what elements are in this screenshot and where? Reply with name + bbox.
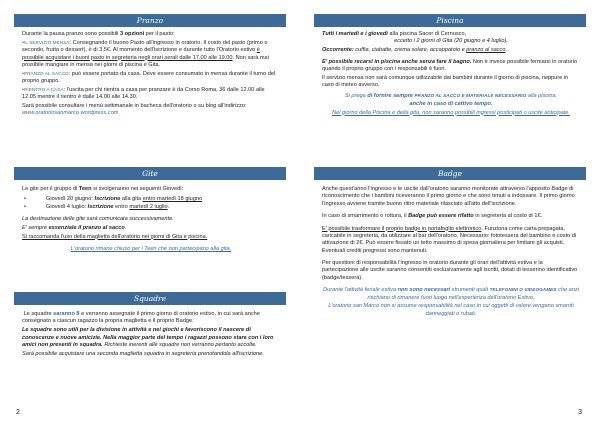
gite-header: [14, 167, 286, 180]
squadre-p2: Le squadre sono utili per la divisione in attività e nei giochi e favoriscono il nascere di conoscenze e nuove amicizie. Nella maggior parte del tempo i ragazzi possono stare con i loro amici non presenti in squadra. Richieste inerenti alle squadre non verranno pertanto accolte.: [22, 327, 274, 348]
pranzo-intro: Durante la pausa pranzo sono possibili 3 opzioni per il pasto:: [22, 31, 175, 37]
gite-pranzo: E' sempre essenziale il pranzo al sacco.: [22, 224, 127, 231]
piscina-note-3: Nel giorno della Piscina e della gita, non saranno possibili ingressi posticipati o uscite anticipate.: [332, 109, 570, 116]
squadre-section: [22, 311, 280, 359]
badge-p2: In caso di smarrimento o rottura, il Badge può essere rifatto in segreteria al costo di 1€.: [322, 213, 543, 220]
page-number-left: 2: [16, 408, 20, 416]
gite-section: [22, 186, 280, 255]
pranzo-option-sacco: •PRANZO AL SACCO: può essere portato da casa. Deve essere consumato in mensa durante il turno del proprio gruppo.: [22, 70, 276, 85]
squadre-p1: Le squadre saranno 8 e verranno assegnate il primo giorno di oratorio estivo, in cui sarà anche consegnato a ciascun ragazzo la propria maglietta e il proprio Badge.: [22, 311, 260, 325]
gita-item-1: • Giovedì 20 giugno: Iscrizione alla gita entro martedì 18 giugno: [22, 196, 280, 203]
piscina-p3: Il servizio mensa non sarà comunque utilizzabile dai bambini durante il giorno di piscina, neppure in caso di meteo avverso.: [322, 74, 569, 89]
piscina-section: [322, 31, 580, 118]
gita-item-2: • Giovedì 4 luglio: Iscrizione entro martedì 2 luglio.: [22, 204, 280, 211]
badge-title: Badge: [437, 168, 463, 178]
gite-intro: Le gite per il gruppo di Teen si svolgeranno nei seguenti Giovedì:: [22, 186, 184, 192]
badge-note-1: Durante l'attività feriale estiva non sono necessari strumenti quali TELEFONINI O VIDEOGAMES che anzi rischiano di rimanere fuori luogo nell'esperienza dell'oratorio Estivo.: [323, 287, 579, 301]
piscina-title: Piscina: [436, 15, 464, 25]
gite-chiuso: L'oratorio rimane chiuso per i Teen che non partecipano alla gita.: [70, 246, 232, 253]
page-number-right: 3: [578, 408, 582, 416]
piscina-note-1: Si prega di fornire sempre PRANZO AL SACCO E MATERIALE NECESSARIO alla piscina,: [344, 93, 558, 100]
piscina-p2: E' possibile recarsi in piscina anche senza fare il bagno. Non è invece possibile fermarsi in oratorio quando il proprio gruppo con i responsabili è fuori.: [322, 58, 578, 72]
badge-section: [322, 186, 580, 319]
badge-p3: E' possibile trasformare il proprio badge in portafoglio elettronico. Funziona come carta prepagata, caricabile in segreteria, da utilizzare al bar dell'oratorio. Necessario: fototessera del bambino e costo di attivazione di 2€. Può essere fissato un tetto massimo di spesa giornaliera per limitare gli acquisti. Eventuali crediti pregressi sono mantenuti.: [322, 225, 577, 254]
pranzo-header: [14, 14, 286, 27]
pranzo-outro: Sarà possibile consultare i menù settimanale in bacheca dell'oratorio o su blog all'indirizzo: www.oratoriosanmarco.wordpress.com: [22, 102, 247, 117]
piscina-header: [314, 14, 586, 27]
squadre-title: Squadre: [133, 293, 167, 303]
gite-destinazione: La destinazione delle gite sarà comunicata successivamente.: [22, 216, 174, 223]
piscina-occorrente: Occorrente: cuffia, ciabatte, crema solare, accappatoio e pranzo al sacco.: [322, 47, 508, 54]
gite-title: Gite: [142, 168, 158, 178]
pranzo-option-rientro: •RIENTRO A CASA: l'uscita per chi rientra a casa per pranzare è da Corso Roma, 36 dalle 12.00 alle 12.05 mentre il rientro è dalle 14.00 alle 14.30.: [22, 86, 265, 101]
gite-list: [22, 196, 280, 211]
squadre-header: [14, 292, 286, 305]
pranzo-option-mensa: •IL SERVIZIO MENSA: Consegnando il buono Pasto all'ingresso in oratorio. Il costo del pasto (primo o secondo, frutta o dessert), è di 3,5€. Al momento dell'iscrizione e durante tutto l'Oratorio estivo è possibile acquistare i buoni pasto in segreteria negli orari serali dalle 17.00 alle 19.00. Non sarà mai possibile mangiare in mensa nei giorni di piscina e Gita.: [22, 39, 269, 68]
piscina-note-2: anche in caso di cattivo tempo.: [409, 100, 493, 107]
piscina-line2: eccetto i 2 giorni di Gita (20 giugno e 4 luglio).: [394, 38, 508, 45]
badge-p1: Anche quest'anno l'ingresso e le uscite dall'oratorio saranno monitorate attraverso l'apposito Badge di riconoscimento che i bambini riceveranno il primo giorno e che sono tenuti a indossare. Il primo giorno l'ingresso avviene tramite buono ritiro materiale rilasciato all'atto dell'iscrizione.: [322, 186, 575, 207]
squadre-p3: Sarà possibile acquistare una seconda maglietta squadra in segreteria prenotandola all'iscrizione.: [22, 350, 264, 357]
badge-note-2: L'oratorio san Marco non si assume responsabilità nel caso in cui oggetti di valore vengano smarriti danneggiati o rubati.: [328, 303, 574, 317]
badge-p4: Per questioni di responsabilità l'ingresso in oratorio durante gli orari dell'attività estiva e la partecipazione alle uscite saranno consentiti esclusivamente agli iscritti, dotati di tesserino identificativo (badge/tessera).: [322, 260, 578, 281]
right-page: [300, 0, 600, 426]
blog-link[interactable]: www.oratoriosanmarco.wordpress.com: [22, 110, 119, 117]
gite-maglietta: Si raccomanda l'uso della maglietta dell'oratorio nei giorni di Gita e piscina.: [22, 233, 208, 240]
badge-header: [314, 167, 586, 180]
pranzo-title: Pranzo: [136, 15, 164, 25]
piscina-line1: Tutti i martedì e i giovedì alla piscina Sacer di Cernusco,: [322, 31, 467, 37]
pranzo-section: [22, 31, 280, 119]
